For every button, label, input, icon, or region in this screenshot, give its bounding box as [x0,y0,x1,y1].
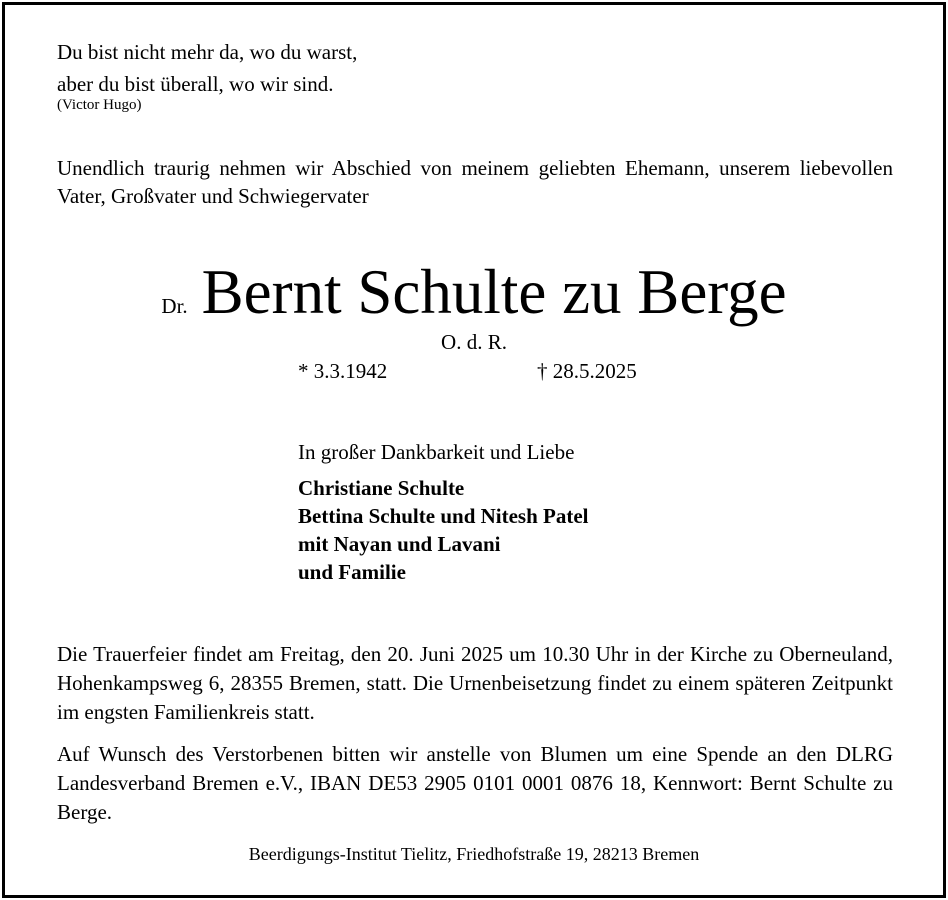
quote-author: (Victor Hugo) [57,97,142,113]
mourner-name: Christiane Schulte [298,476,465,500]
death-date: † 28.5.2025 [537,359,637,383]
mourners-intro: In großer Dankbarkeit und Liebe [298,440,575,464]
order-designation: O. d. R. [441,330,507,354]
deceased-name-line [0,254,948,330]
undertaker-info: Beerdigungs-Institut Tielitz, Friedhofstraße 19, 28213 Bremen [248,844,700,864]
donation-info: Auf Wunsch des Verstorbenen bitten wir anstelle von Blumen um eine Spende an den DLRG Landesverband Bremen e.V., IBAN DE53 2905 0101 0001 0876 18, Kennwort: Bernt Schulte zu Berge. [57,742,893,824]
funeral-info: Die Trauerfeier findet am Freitag, den 20. Juni 2025 um 10.30 Uhr in der Kirche zu Oberneuland, Hohenkampsweg 6, 28355 Bremen, statt. Die Urnenbeisetzung findet zu einem späteren Zeitpunkt im engsten Familienkreis statt. [57,642,893,724]
mourner-name: Bettina Schulte und Nitesh Patel [298,504,589,528]
deceased-name: Bernt Schulte zu Berge [201,257,787,327]
quote-line-2: aber du bist überall, wo wir sind. [57,72,334,96]
mourners-list [298,474,589,586]
mourner-name: und Familie [298,560,406,584]
mourner-name: mit Nayan und Lavani [298,532,501,556]
quote [57,36,357,100]
birth-date: * 3.3.1942 [298,359,388,383]
intro-text: Unendlich traurig nehmen wir Abschied von meinem geliebten Ehemann, unserem liebevollen Vater, Großvater und Schwiegervater [57,156,893,208]
academic-title: Dr. [161,294,188,318]
quote-line-1: Du bist nicht mehr da, wo du warst, [57,40,358,64]
